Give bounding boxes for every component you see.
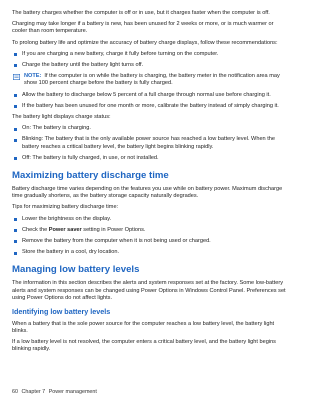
list-item: If the battery has been unused for one month or more, calibrate the battery instead of simply charging it.: [12, 103, 288, 110]
tips-intro: Tips for maximizing battery discharge time:: [12, 204, 119, 211]
note-box: [12, 73, 288, 87]
list-item: Charge the battery until the battery light turns off.: [12, 62, 288, 69]
list-item: Remove the battery from the computer when it is not being used or charged.: [12, 238, 288, 245]
bullet-icon: [14, 128, 17, 131]
recommendations-list-continued: [12, 92, 288, 110]
list-item: If you are charging a new battery, charge it fully before turning on the computer.: [12, 51, 288, 58]
list-item: On: The battery is charging.: [12, 125, 288, 132]
document-page: [12, 10, 288, 353]
note-text: If the computer is on while the battery is charging, the battery meter in the notification area may show 100 percent charge before the battery is fully charged.: [24, 73, 280, 87]
section-heading-maximize: Maximizing battery discharge time: [12, 170, 169, 182]
intro-paragraph-2: Charging may take longer if a battery is new, has been unused for 2 weeks or more, or is much warmer or cooler than room temperature.: [12, 21, 274, 35]
note-label: NOTE:: [24, 73, 42, 80]
power-saver-term: Power saver: [48, 226, 82, 233]
page-footer: [12, 389, 99, 395]
bullet-icon: [14, 139, 17, 142]
bullet-icon: [14, 53, 17, 56]
page-number: 60: [12, 389, 18, 395]
identify-paragraph-2: If a low battery level is not resolved, the computer enters a critical battery level, and the battery light begins blinking rapidly.: [12, 338, 276, 353]
identify-paragraph-1: When a battery that is the sole power source for the computer reaches a low battery level, the battery light blinks.: [12, 320, 275, 334]
bullet-icon: [14, 94, 17, 97]
bullet-icon: [14, 218, 17, 221]
list-item: Allow the battery to discharge below 5 percent of a full charge through normal use before charging it.: [12, 92, 288, 99]
note-icon: [13, 74, 20, 80]
intro-paragraph-1: The battery charges whether the computer is off or in use, but it charges faster when the computer is off.: [12, 10, 270, 16]
intro-paragraph-3: To prolong battery life and optimize the accuracy of battery charge displays, follow these recommendations:: [12, 39, 278, 46]
footer-chapter-title: Power management: [48, 389, 97, 395]
list-item: Lower the brightness on the display.: [12, 216, 288, 223]
tips-list: [12, 216, 288, 257]
bullet-icon: [14, 64, 17, 67]
maximize-paragraph: Battery discharge time varies depending on the features you use while on battery power. Maximum discharge time gradually shortens, as the battery storage capacity naturally degrades.: [12, 186, 283, 200]
bullet-icon: [14, 157, 17, 160]
recommendations-list: [12, 51, 288, 69]
bullet-icon: [14, 105, 17, 108]
status-intro: The battery light displays charge status:: [12, 114, 111, 121]
low-battery-paragraph: The information in this section describes the alerts and system responses set at the factory. Some low-battery alerts and system responses can be changed using Power Options in Windows Control Panel. Preferences set using Power Options do not affect lights.: [12, 280, 286, 301]
status-list: [12, 125, 288, 162]
list-item: Blinking: The battery that is the only available power source has reached a low battery level. When the battery reaches a critical battery level, the battery light begins blinking rapidly.: [12, 136, 288, 150]
bullet-icon: [14, 252, 17, 255]
list-item: Check the Power saver setting in Power Options.: [12, 227, 288, 234]
list-item: Store the battery in a cool, dry location.: [12, 249, 288, 256]
bullet-icon: [14, 240, 17, 243]
subsection-heading-identify: Identifying low battery levels: [12, 307, 111, 317]
footer-chapter: Chapter 7: [21, 389, 46, 395]
bullet-icon: [14, 229, 17, 232]
list-item: Off: The battery is fully charged, in use, or not installed.: [12, 155, 288, 162]
section-heading-low-battery: Managing low battery levels: [12, 264, 140, 276]
